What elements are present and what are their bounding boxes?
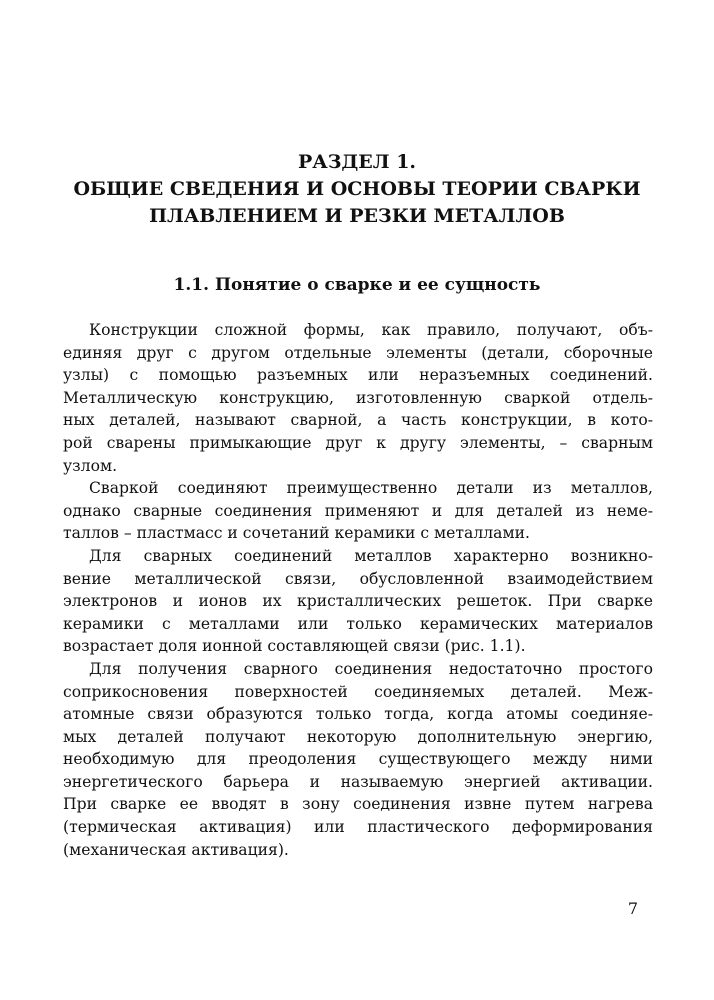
text-line: атомные связи образуются только тогда, когда атомы соединяе- <box>63 705 653 724</box>
text-line: Сваркой соединяют преимущественно детали из металлов, <box>89 479 653 498</box>
text-line: При сварке ее вводят в зону соединения извне путем нагрева <box>63 795 653 814</box>
text-line: таллов – пластмасс и сочетаний керамики с металлами. <box>63 524 530 543</box>
text-line: (механическая активация). <box>63 840 289 859</box>
text-line: соприкосновения поверхностей соединяемых деталей. Меж- <box>63 682 653 701</box>
text-line: мых деталей получают некоторую дополнительную энергию, <box>63 727 653 746</box>
text-line: Конструкции сложной формы, как правило, получают, объ- <box>89 321 653 339</box>
section-heading: 1.1. Понятие о сварке и ее сущность <box>173 275 541 295</box>
text-line: ных деталей, называют сварной, а часть конструкции, в кото- <box>63 411 653 430</box>
text-line: единяя друг с другом отдельные элементы (детали, сборочные <box>63 343 653 362</box>
text-line: возрастает доля ионной составляющей связи (рис. 1.1). <box>63 637 526 656</box>
page-number: 7 <box>627 899 638 918</box>
text-line: энергетического барьера и называемую энергией активации. <box>63 772 653 791</box>
part-heading-line-3: ПЛАВЛЕНИЕМ И РЕЗКИ МЕТАЛЛОВ <box>149 205 565 227</box>
text-line: однако сварные соединения применяют и для деталей из неме- <box>63 501 653 520</box>
text-line: электронов и ионов их кристаллических решеток. При сварке <box>63 592 653 611</box>
text-line: узлы) с помощью разъемных или неразъемных соединений. <box>63 366 653 385</box>
text-line: (термическая активация) или пластического деформирования <box>63 818 653 837</box>
text-line: рой сварены примыкающие друг к другу элементы, – сварным <box>63 433 653 452</box>
text-line: вение металлической связи, обусловленной взаимодействием <box>63 569 653 588</box>
text-line: Для получения сварного соединения недостаточно простого <box>89 659 653 678</box>
paragraph-3 <box>63 545 653 658</box>
text-line: керамики с металлами или только керамических материалов <box>63 614 653 633</box>
text-line: Металлическую конструкцию, изготовленную сваркой отдель- <box>63 388 653 407</box>
body-text <box>63 319 653 861</box>
text-line: Для сварных соединений металлов характерно возникно- <box>89 546 653 565</box>
paragraph-2 <box>63 477 653 545</box>
paragraph-4 <box>63 658 653 861</box>
text-line: узлом. <box>63 456 118 475</box>
paragraph-1 <box>63 319 653 477</box>
part-heading-line-2: ОБЩИЕ СВЕДЕНИЯ И ОСНОВЫ ТЕОРИИ СВАРКИ <box>73 178 641 200</box>
part-heading-line-1: РАЗДЕЛ 1. <box>297 151 417 173</box>
text-line: необходимую для преодоления существующего между ними <box>63 750 653 769</box>
